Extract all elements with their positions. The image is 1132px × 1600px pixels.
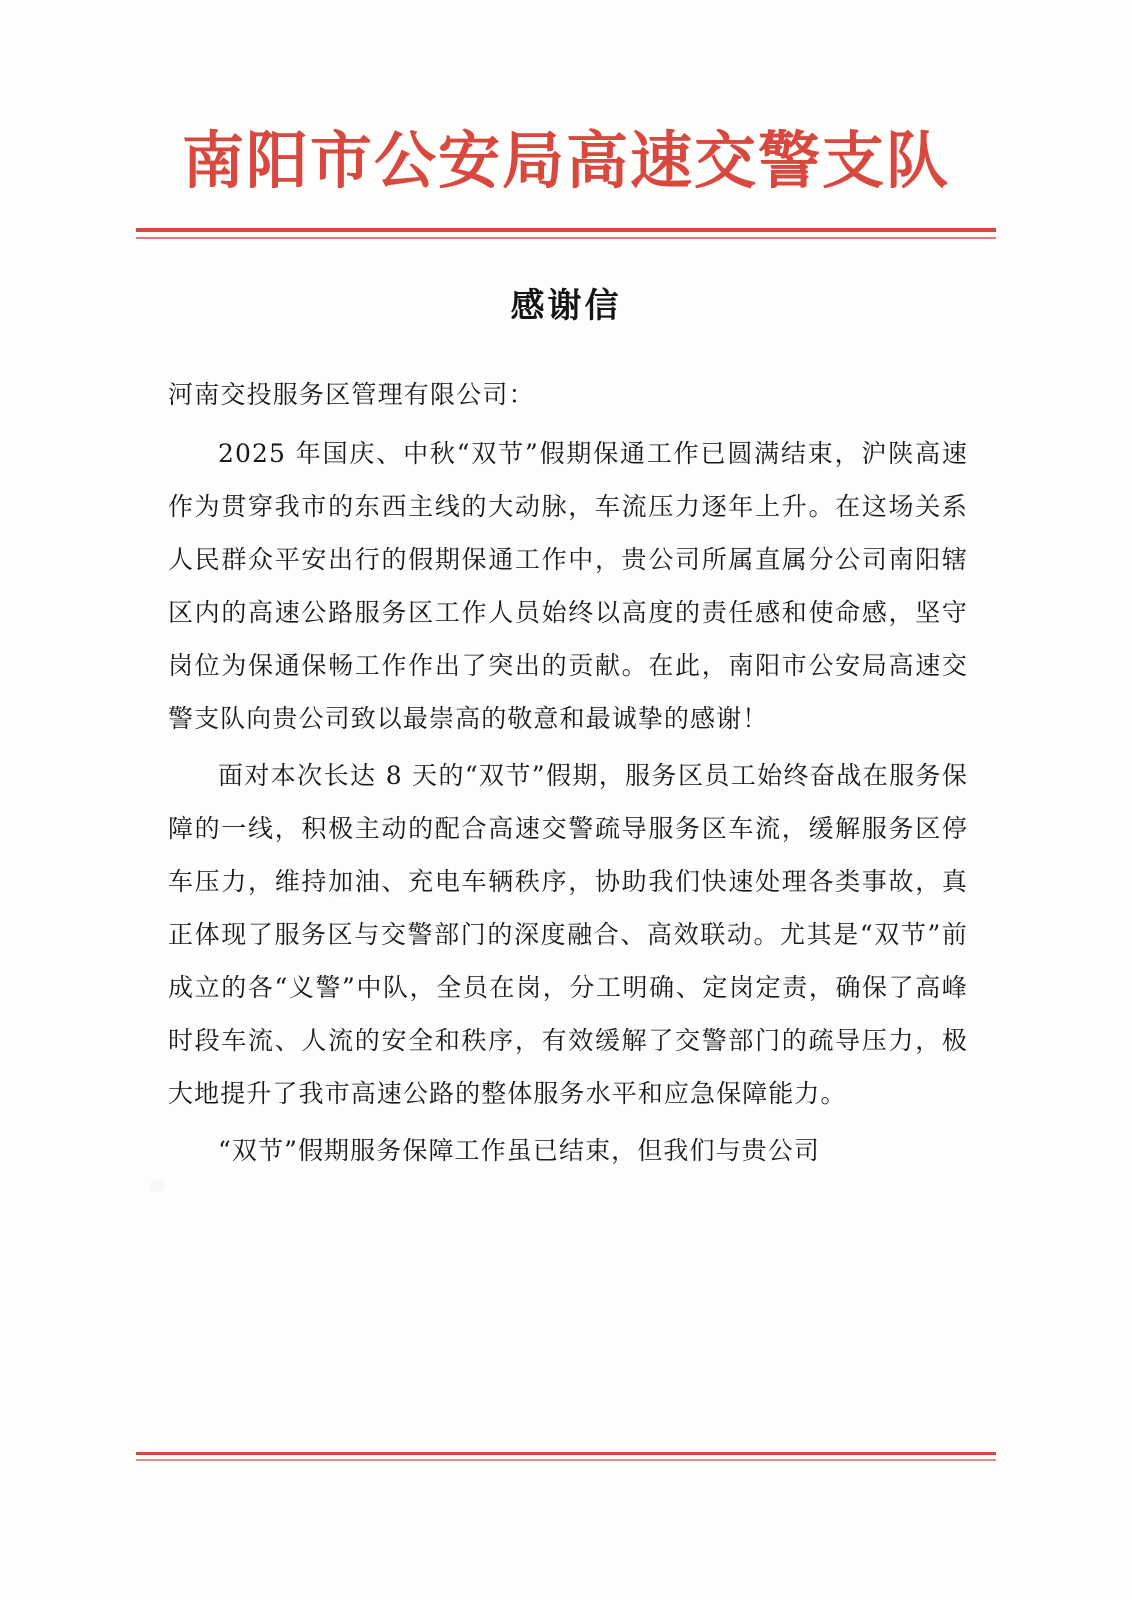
letterhead-organization: 南阳市公安局高速交警支队 [181,124,950,197]
salutation-line: 河南交投服务区管理有限公司： [168,380,535,409]
document-title: 感谢信 [510,286,622,326]
letterhead [0,124,1132,197]
footer-rule-thick [136,1452,996,1455]
letterhead-rule-thick [136,228,996,232]
footer-rule-thin [136,1459,996,1461]
body-paragraph: “双节”假期服务保障工作虽已结束，但我们与贵公司 [218,1136,820,1165]
body-paragraph: 面对本次长达 8 天的“双节”假期，服务区员工始终奋战在服务保障的一线，积极主动的配合高速交警疏导服务区车流，缓解服务区停车压力，维持加油、充电车辆秩序，协助我们快速处理各类事故，真正体现了服务区与交警部门的深度融合、高效联动。尤其是“双节”前成立的各“义警”中队，全员在岗，分工明确、定岗定责，确保了高峰时段车流、人流的安全和秩序，有效缓解了交警部门的疏导压力，极大地提升了我市高速公路的整体服务水平和应急保障能力。 [168,761,968,1108]
body-paragraph: 2025 年国庆、中秋“双节”假期保通工作已圆满结束，沪陕高速作为贯穿我市的东西主线的大动脉，车流压力逐年上升。在这场关系人民群众平安出行的假期保通工作中，贵公司所属直属分公司南阳辖区内的高速公路服务区工作人员始终以高度的责任感和使命感，坚守岗位为保通保畅工作作出了突出的贡献。在此，南阳市公安局高速交警支队向贵公司致以最崇高的敬意和最诚挚的感谢！ [168,439,968,733]
scan-artifact [150,1180,164,1192]
letterhead-rule-thin [136,237,996,239]
document-body [168,382,968,1181]
